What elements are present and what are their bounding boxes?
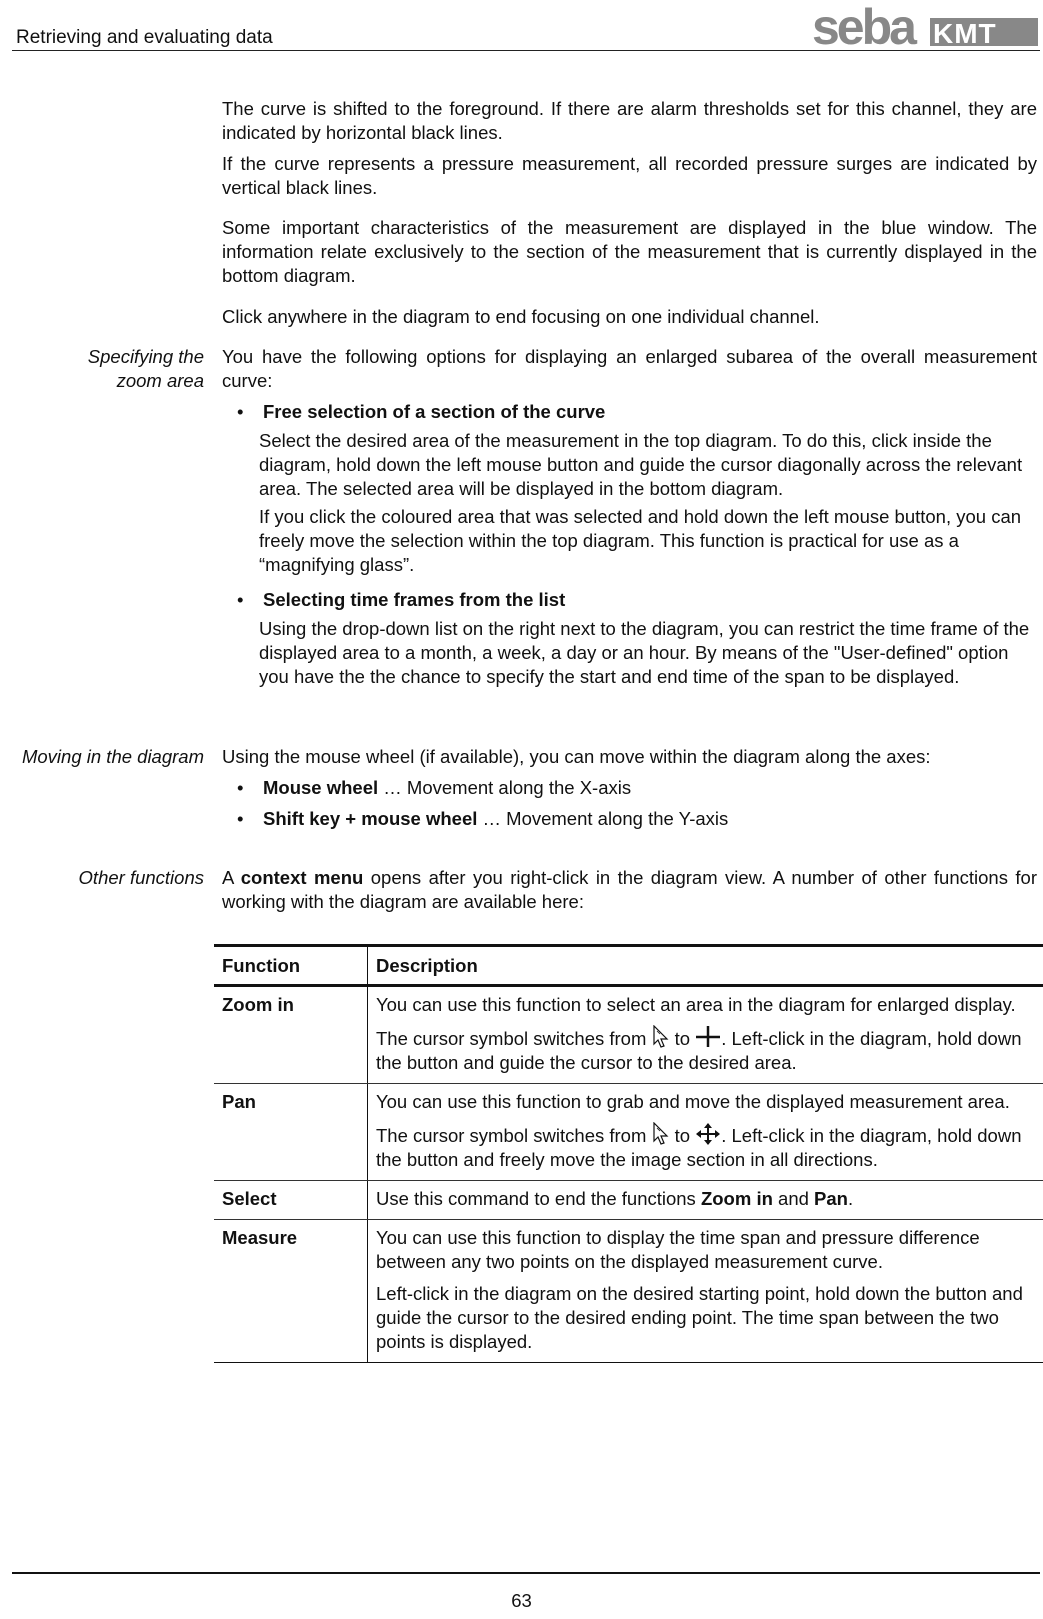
page-header-title: Retrieving and evaluating data [16, 27, 273, 48]
select-desc-pan: Pan [814, 1188, 848, 1209]
free-selection-paragraph-1: Select the desired area of the measurement in the top diagram. To do this, click inside the diagram, hold down the left mouse button and guide the cursor diagonally across the relevant area. The selected area will be displayed in the bottom diagram. [259, 430, 1023, 499]
page-number: 63 [511, 1590, 532, 1611]
table-row [214, 986, 1043, 1084]
row-pan-description [368, 1084, 1043, 1181]
row-select-function: Select [214, 1181, 368, 1220]
zoom-desc-1: You can use this function to select an area in the diagram for enlarged display. [376, 994, 1016, 1015]
other-intro [222, 866, 1037, 914]
svg-text:KMT: KMT [933, 18, 997, 49]
other-intro-b: opens after you right-click in the diagram view. A number of other functions for working with the diagram are available here: [222, 867, 1037, 912]
svg-text:seba: seba [812, 6, 914, 50]
shift-wheel-desc: … Movement along the Y-axis [477, 808, 729, 829]
zoom-intro: You have the following options for displaying an enlarged subarea of the overall measurement curve: [222, 346, 1037, 391]
header-rule [12, 50, 1040, 51]
intro-paragraph-1: The curve is shifted to the foreground. If there are alarm thresholds set for this channel, they are indicated by horizontal black lines. [222, 98, 1037, 143]
mouse-wheel-desc: … Movement along the X-axis [378, 777, 632, 798]
pan-desc-2b: to [669, 1125, 696, 1146]
row-measure-description [368, 1220, 1043, 1363]
row-pan-function: Pan [214, 1084, 368, 1181]
time-frames-paragraph: Using the drop-down list on the right next to the diagram, you can restrict the time frame of the displayed area to a month, a week, a day or an hour. By means of the "User-defined" option you have the the chance to specify the start and end time of the span to be displayed. [259, 618, 1030, 687]
row-zoom-description [368, 986, 1043, 1084]
bullet-shift-wheel [237, 807, 728, 831]
row-select-description [368, 1181, 1043, 1220]
intro-paragraph-2: If the curve represents a pressure measurement, all recorded pressure surges are indicated by vertical black lines. [222, 153, 1037, 198]
bullet-dot: • [237, 808, 244, 829]
zoom-desc-2 [376, 1025, 1035, 1075]
select-desc-a: Use this command to end the functions [376, 1188, 701, 1209]
pan-desc-2 [376, 1122, 1035, 1172]
side-label-zoom [0, 345, 204, 393]
bullet-dot: • [237, 589, 244, 610]
pan-desc-2a: The cursor symbol switches from [376, 1125, 652, 1146]
arrow-cursor-icon [652, 1122, 670, 1146]
pan-desc-2c: . Left-click in the diagram, hold down the button and freely move the image section in all directions. [376, 1125, 1022, 1170]
table-row [214, 1181, 1043, 1220]
bullet-free-selection [237, 400, 605, 424]
arrow-cursor-icon [652, 1025, 670, 1049]
other-intro-bold: context menu [240, 867, 364, 888]
table-header-description: Description [368, 946, 1043, 986]
select-desc-end: . [847, 1188, 854, 1209]
sebakmt-logo [812, 6, 1040, 50]
table-header-function: Function [214, 946, 368, 986]
other-intro-a: A [222, 867, 241, 888]
side-label-other: Other functions [78, 867, 204, 888]
measure-desc-1: You can use this function to display the time span and pressure difference between any two points on the displayed measurement curve. [376, 1227, 980, 1272]
table-row [214, 1084, 1043, 1181]
bullet-dot: • [237, 401, 244, 422]
row-zoom-function: Zoom in [214, 986, 368, 1084]
moving-intro: Using the mouse wheel (if available), you can move within the diagram along the axes: [222, 746, 931, 767]
bullet-free-selection-title: Free selection of a section of the curve [263, 401, 606, 422]
intro-paragraph-4: Click anywhere in the diagram to end focusing on one individual channel. [222, 306, 820, 327]
footer-rule [12, 1572, 1040, 1574]
measure-desc-2: Left-click in the diagram on the desired starting point, hold down the button and guide the cursor to the desired ending point. The time span between the two points is displayed. [376, 1283, 1023, 1352]
row-measure-function: Measure [214, 1220, 368, 1363]
free-selection-paragraph-2: If you click the coloured area that was selected and hold down the left mouse button, you can freely move the selection within the top diagram. This function is practical for use as a “magnifying glass”. [259, 506, 1022, 575]
zoom-desc-2a: The cursor symbol switches from [376, 1028, 652, 1049]
mouse-wheel-label: Mouse wheel [263, 777, 379, 798]
zoom-desc-2b: to [669, 1028, 696, 1049]
pan-desc-1: You can use this function to grab and move the displayed measurement area. [376, 1091, 1010, 1112]
select-desc-and: and [772, 1188, 815, 1209]
bullet-mouse-wheel [237, 776, 631, 800]
side-label-zoom-line1: Specifying the [87, 346, 204, 367]
functions-table [214, 944, 1043, 1363]
table-row [214, 1220, 1043, 1363]
zoom-desc-2c: . Left-click in the diagram, hold down the button and guide the cursor to the desired area. [376, 1028, 1022, 1073]
bullet-time-frames [237, 588, 565, 612]
shift-wheel-label: Shift key + mouse wheel [263, 808, 478, 829]
move-cursor-icon [695, 1122, 721, 1146]
crosshair-cursor-icon [695, 1025, 721, 1049]
side-label-zoom-line2: zoom area [116, 370, 204, 391]
table-header-row [214, 946, 1043, 986]
side-label-moving: Moving in the diagram [21, 746, 204, 767]
intro-paragraph-3: Some important characteristics of the measurement are displayed in the blue window. The information relate exclusively to the section of the measurement that is currently displayed in the bottom diagram. [222, 217, 1037, 286]
bullet-time-frames-title: Selecting time frames from the list [263, 589, 566, 610]
bullet-dot: • [237, 777, 244, 798]
select-desc-zoom: Zoom in [700, 1188, 773, 1209]
